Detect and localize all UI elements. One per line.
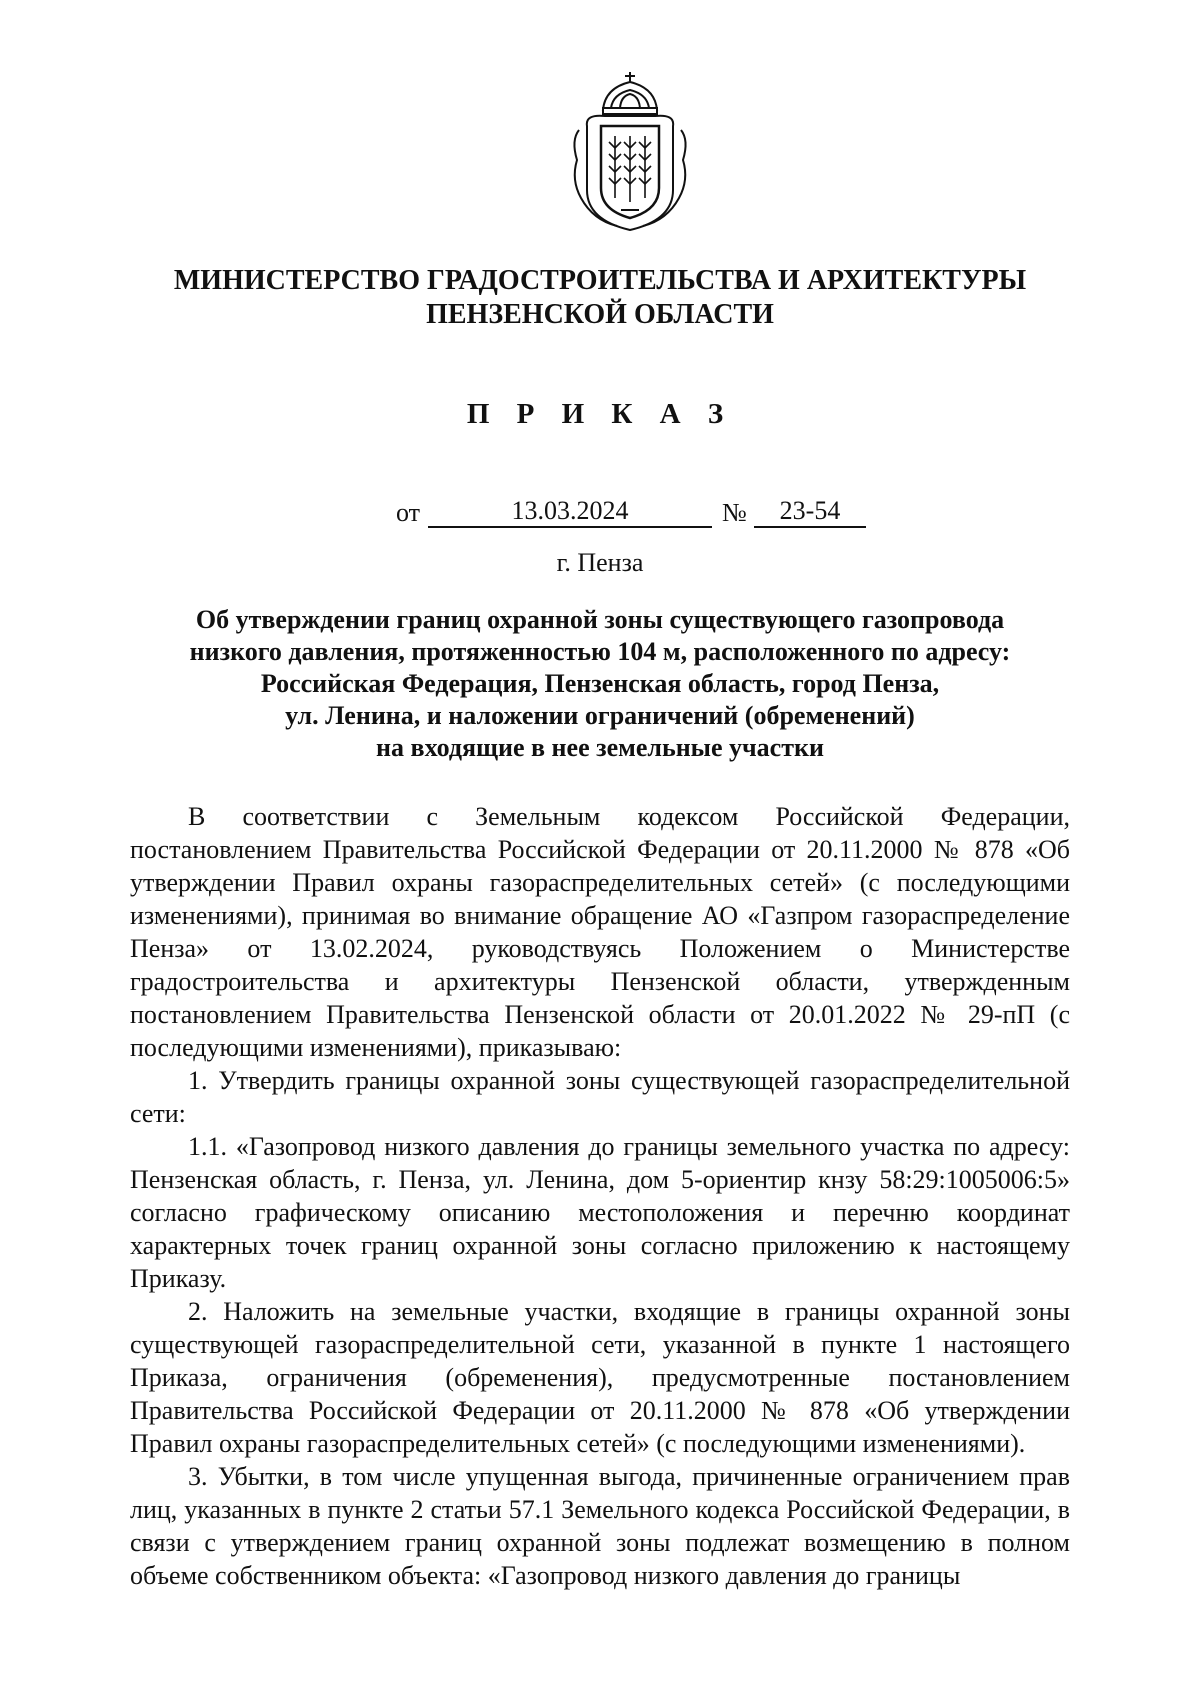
subject-line-4: ул. Ленина, и наложении ограничений (обременений) — [285, 701, 915, 730]
order-date: 13.03.2024 — [428, 496, 712, 528]
clause-2: 2. Наложить на земельные участки, входящие в границы охранной зоны существующей газораспределительной сети, указанной в пункте 1 настоящего Приказа, ограничения (обременения), предусмотренные постановлением Правительства Российской Федерации от 20.11.2000 № 878 «Об утверждении Правил охраны газораспределительных сетей» (с последующими изменениями). — [130, 1297, 1070, 1458]
clause-1-1: 1.1. «Газопровод низкого давления до границы земельного участка по адресу: Пензенская область, г. Пенза, ул. Ленина, дом 5-ориентир кнзу 58:29:1005006:5» согласно графическому описанию местоположения и перечню координат характерных точек границ охранной зоны согласно приложению к настоящему Приказу. — [130, 1132, 1070, 1293]
ministry-name — [120, 264, 1080, 332]
order-body — [130, 800, 1070, 1592]
clause-3: 3. Убытки, в том числе упущенная выгода, причиненные ограничением прав лиц, указанных в пункте 2 статьи 57.1 Земельного кодекса Российской Федерации, в связи с утверждением границ охранной зоны подлежат возмещению в полном объеме собственником объекта: «Газопровод низкого давления до границы — [130, 1462, 1070, 1590]
coat-of-arms-emblem — [565, 70, 695, 232]
city-name: г. Пенза — [556, 548, 644, 577]
intro-paragraph: В соответствии с Земельным кодексом Российской Федерации, постановлением Правительства Российской Федерации от 20.11.2000 № 878 «Об утверждении Правил охраны газораспределительных сетей» (с последующими изменениями), принимая во внимание обращение АО «Газпром газораспределение Пенза» от 13.02.2024, руководствуясь Положением о Министерстве градостроительства и архитектуры Пензенской области, утвержденным постановлением Правительства Пензенской области от 20.01.2022 № 29-пП (с последующими изменениями), приказываю: — [130, 802, 1070, 1062]
number-label: № — [722, 498, 747, 527]
order-number: 23-54 — [754, 496, 866, 528]
clause-1: 1. Утвердить границы охранной зоны существующей газораспределительной сети: — [130, 1066, 1070, 1128]
from-label: от — [396, 498, 421, 527]
subject-line-1: Об утверждении границ охранной зоны существующего газопровода — [195, 605, 1005, 634]
document-type-title: П Р И К А З — [466, 398, 734, 430]
ministry-line-1: МИНИСТЕРСТВО ГРАДОСТРОИТЕЛЬСТВА И АРХИТЕКТУРЫ — [173, 265, 1027, 296]
subject-line-5: на входящие в нее земельные участки — [376, 733, 824, 762]
ministry-line-2: ПЕНЗЕНСКОЙ ОБЛАСТИ — [426, 299, 774, 330]
subject-line-2: низкого давления, протяженностью 104 м, расположенного по адресу: — [189, 637, 1011, 666]
order-subject — [150, 604, 1050, 764]
subject-line-3: Российская Федерация, Пензенская область, город Пенза, — [260, 669, 940, 698]
